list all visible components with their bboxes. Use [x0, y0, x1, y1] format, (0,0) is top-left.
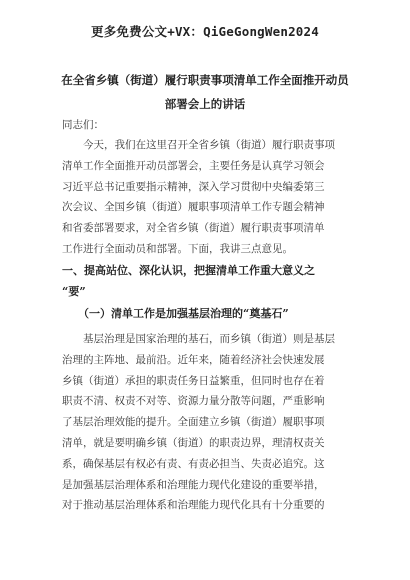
paragraph-line: 了基层治理效能的提升。全面建立乡镇（街道）履职事项 [62, 416, 325, 429]
paragraph-line: 习近平总书记重要指示精神，深入学习贯彻中央编委第三 [62, 180, 325, 193]
body-paragraph [62, 329, 354, 516]
salutation: 同志们： [62, 119, 104, 131]
paragraph-line: 次会议、全国乡镇（街道）履职事项清单工作专题会精神 [62, 201, 325, 214]
intro-paragraph [62, 135, 354, 260]
paragraph-line: 职责不清、权责不对等、资源力量分散等问题，严重影响 [62, 395, 325, 408]
title-line-1: 在全省乡镇（街道）履行职责事项清单工作全面推开动员 [61, 73, 349, 87]
paragraph-line: 是加强基层治理体系和治理能力现代化建设的重要举措， [62, 478, 325, 491]
paragraph-line: 清单工作全面推开动员部署会，主要任务是认真学习领会 [62, 159, 325, 172]
document-title [30, 68, 380, 116]
paragraph-line: 清单，就是要明确乡镇（街道）的职责边界，理清权责关 [62, 436, 325, 449]
paragraph-line: 基层治理是国家治理的基石，而乡镇（街道）则是基层 [83, 333, 335, 345]
heading-line-1: 一、提高站位、深化认识，把握清单工作重大意义之 [62, 264, 315, 277]
paragraph-line: 工作进行全面动员和部署。下面，我讲三点意见。 [62, 242, 293, 255]
paragraph-line: 系，确保基层有权必有责、有责必担当、失责必追究。这 [62, 457, 325, 470]
paragraph-line: 对于推动基层治理体系和治理能力现代化具有十分重要的 [62, 499, 325, 512]
title-line-2: 部署会上的讲话 [164, 97, 246, 111]
subsection-heading-1: （一）清单工作是加强基层治理的“奠基石” [78, 307, 289, 320]
paragraph-line: 乡镇（街道）承担的职责任务日益繁重，但同时也存在着 [62, 374, 325, 387]
paragraph-line: 和省委部署要求，对全省乡镇（街道）履行职责事项清单 [62, 222, 325, 235]
heading-line-2: “要” [62, 285, 86, 298]
watermark-text: 更多免费公文+VX：QiGeGongWen2024 [91, 24, 319, 39]
paragraph-line: 今天，我们在这里召开全省乡镇（街道）履行职责事项 [83, 139, 335, 151]
section-heading-1 [62, 260, 315, 302]
paragraph-line: 治理的主阵地、最前沿。近年来，随着经济社会快速发展 [62, 353, 325, 366]
